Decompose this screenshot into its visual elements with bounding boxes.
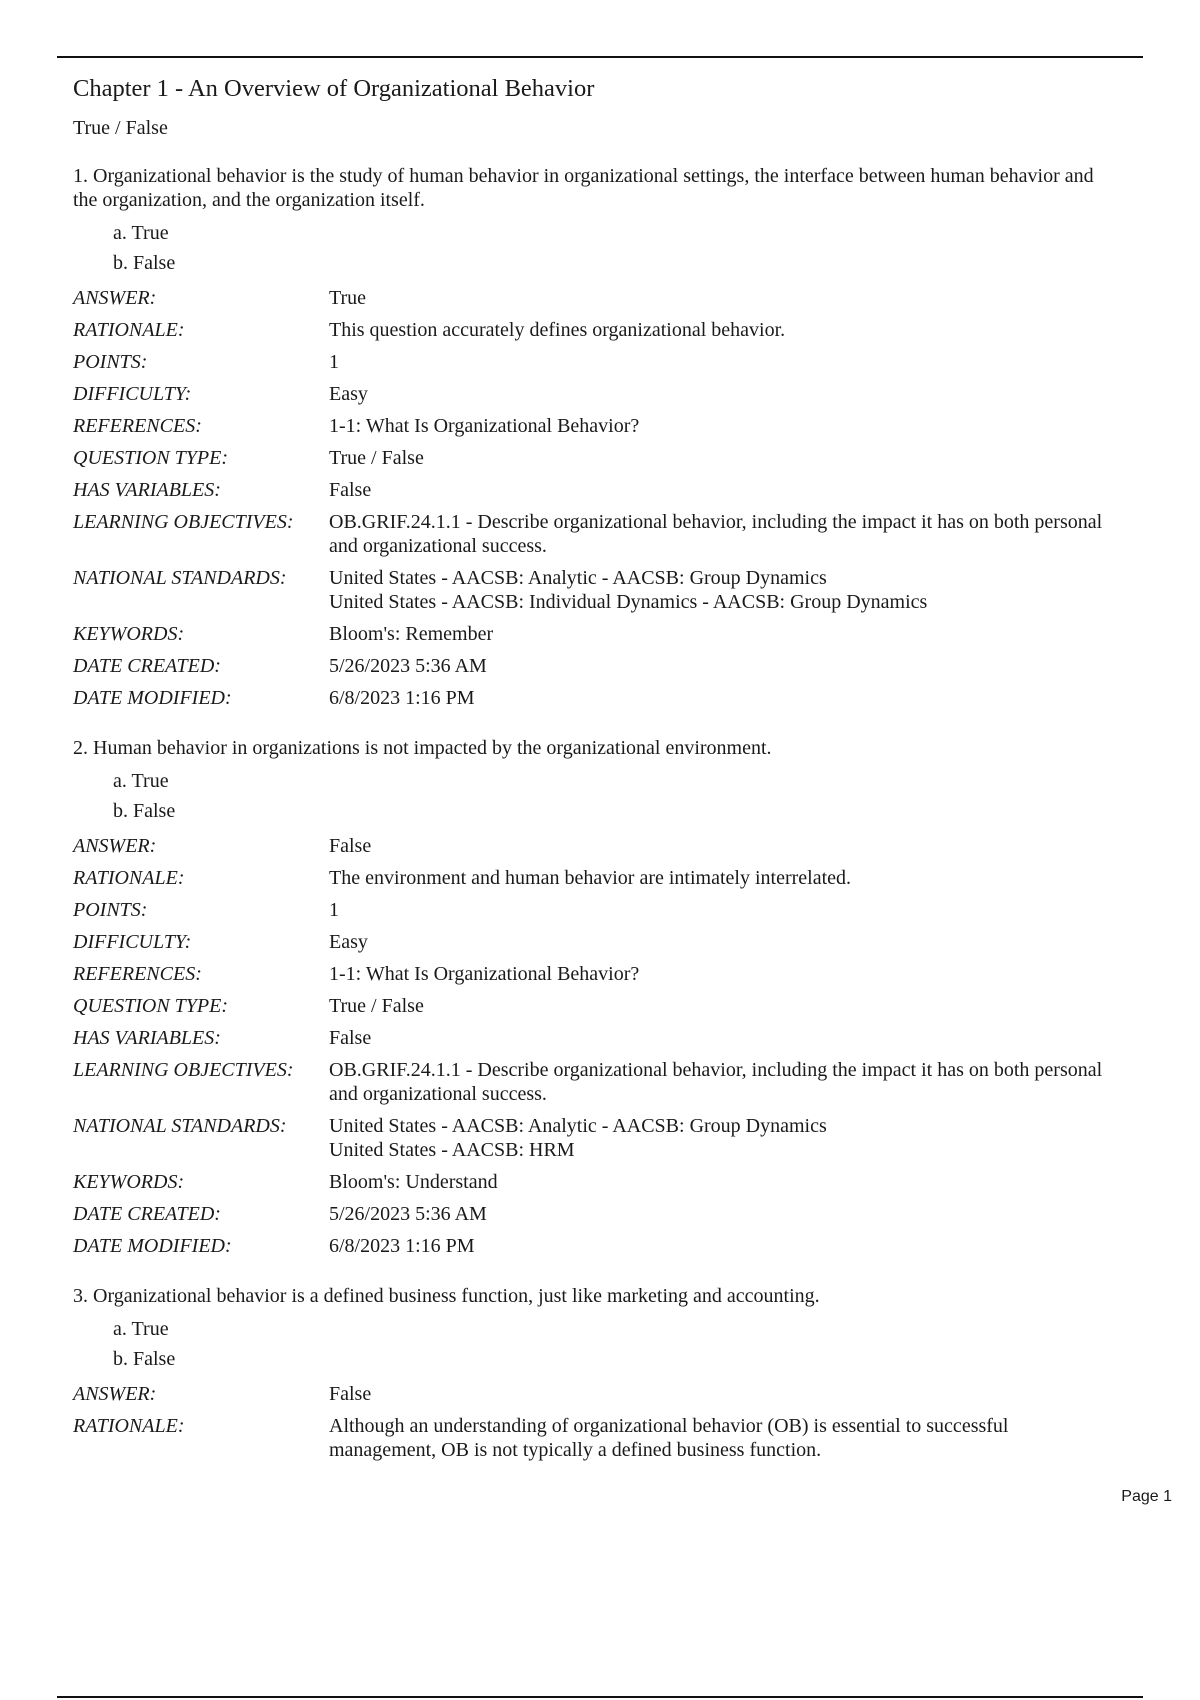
points-value: 1: [329, 899, 339, 921]
references-value: 1-1: What Is Organizational Behavior?: [329, 963, 640, 985]
references-row: [73, 962, 1113, 986]
learning-objectives-row: [73, 1058, 1113, 1106]
rationale-label: RATIONALE:: [73, 1415, 185, 1437]
rationale-value: This question accurately defines organizational behavior.: [329, 319, 786, 341]
date-created-label: DATE CREATED:: [73, 1203, 221, 1225]
keywords-value: Bloom's: Remember: [329, 623, 494, 645]
page-number: Page 1: [1121, 1488, 1172, 1505]
has-variables-label: HAS VARIABLES:: [73, 479, 221, 501]
references-row: [73, 414, 1113, 438]
national-standard-line: United States - AACSB: HRM: [329, 1139, 575, 1161]
has-variables-row: [73, 478, 1113, 502]
chapter-title: Chapter 1 - An Overview of Organizational Behavior: [73, 75, 595, 102]
question-type-row: [73, 446, 1113, 470]
option-true: a. True: [113, 222, 169, 244]
question-text: 3. Organizational behavior is a defined business function, just like marketing and accounting.: [73, 1285, 820, 1307]
national-standard-line: United States - AACSB: Analytic - AACSB: Group Dynamics: [329, 1115, 827, 1137]
points-value: 1: [329, 351, 339, 373]
question-type-value: True / False: [329, 447, 424, 469]
learning-objectives-row: [73, 510, 1113, 558]
date-created-value: 5/26/2023 5:36 AM: [329, 655, 487, 677]
date-modified-label: DATE MODIFIED:: [73, 1235, 232, 1257]
date-modified-row: [73, 1234, 1113, 1258]
option-false: b. False: [113, 800, 176, 822]
question-text: 1. Organizational behavior is the study of human behavior in organizational settings, the interface between human behavior and the organization, and the organization itself.: [73, 165, 1094, 211]
date-created-value: 5/26/2023 5:36 AM: [329, 1203, 487, 1225]
points-label: POINTS:: [73, 351, 148, 373]
national-standard-line: United States - AACSB: Analytic - AACSB: Group Dynamics: [329, 567, 827, 589]
rationale-value: The environment and human behavior are intimately interrelated.: [329, 867, 852, 889]
question-text: 2. Human behavior in organizations is not impacted by the organizational environment.: [73, 737, 772, 759]
document-body: [73, 70, 1113, 1488]
answer-label: ANSWER:: [73, 835, 157, 857]
date-modified-value: 6/8/2023 1:16 PM: [329, 687, 475, 709]
question-type-row: [73, 994, 1113, 1018]
national-standards-label: NATIONAL STANDARDS:: [73, 567, 287, 589]
references-value: 1-1: What Is Organizational Behavior?: [329, 415, 640, 437]
rationale-row: [73, 866, 1113, 890]
keywords-row: [73, 1170, 1113, 1194]
learning-objectives-label: LEARNING OBJECTIVES:: [73, 511, 294, 533]
question-type-value: True / False: [329, 995, 424, 1017]
has-variables-label: HAS VARIABLES:: [73, 1027, 221, 1049]
section-label: True / False: [73, 117, 168, 139]
difficulty-row: [73, 930, 1113, 954]
difficulty-label: DIFFICULTY:: [73, 931, 192, 953]
difficulty-value: Easy: [329, 383, 368, 405]
rationale-row: [73, 1414, 1113, 1462]
learning-objectives-value: OB.GRIF.24.1.1 - Describe organizational behavior, including the impact it has on both personal and organizational success.: [329, 511, 1103, 557]
date-modified-value: 6/8/2023 1:16 PM: [329, 1235, 475, 1257]
references-label: REFERENCES:: [73, 415, 202, 437]
answer-row: [73, 1382, 1113, 1406]
difficulty-row: [73, 382, 1113, 406]
keywords-label: KEYWORDS:: [73, 1171, 185, 1193]
date-created-row: [73, 654, 1113, 678]
references-label: REFERENCES:: [73, 963, 202, 985]
option-false: b. False: [113, 1348, 176, 1370]
question-type-label: QUESTION TYPE:: [73, 447, 229, 469]
keywords-row: [73, 622, 1113, 646]
date-created-label: DATE CREATED:: [73, 655, 221, 677]
answer-row: [73, 834, 1113, 858]
answer-value: False: [329, 1383, 372, 1405]
top-rule: [57, 56, 1143, 58]
has-variables-value: False: [329, 479, 372, 501]
national-standards-row: [73, 566, 1113, 614]
national-standards-label: NATIONAL STANDARDS:: [73, 1115, 287, 1137]
date-created-row: [73, 1202, 1113, 1226]
learning-objectives-label: LEARNING OBJECTIVES:: [73, 1059, 294, 1081]
date-modified-label: DATE MODIFIED:: [73, 687, 232, 709]
rationale-row: [73, 318, 1113, 342]
keywords-label: KEYWORDS:: [73, 623, 185, 645]
answer-label: ANSWER:: [73, 287, 157, 309]
learning-objectives-value: OB.GRIF.24.1.1 - Describe organizational behavior, including the impact it has on both personal and organizational success.: [329, 1059, 1103, 1105]
rationale-label: RATIONALE:: [73, 319, 185, 341]
answer-row: [73, 286, 1113, 310]
points-label: POINTS:: [73, 899, 148, 921]
national-standards-value: [329, 566, 1113, 614]
difficulty-value: Easy: [329, 931, 368, 953]
has-variables-value: False: [329, 1027, 372, 1049]
has-variables-row: [73, 1026, 1113, 1050]
bottom-rule: [57, 1696, 1143, 1698]
answer-label: ANSWER:: [73, 1383, 157, 1405]
option-false: b. False: [113, 252, 176, 274]
rationale-label: RATIONALE:: [73, 867, 185, 889]
question-3: [73, 1284, 1113, 1462]
points-row: [73, 898, 1113, 922]
national-standards-value: [329, 1114, 1113, 1162]
answer-value: False: [329, 835, 372, 857]
rationale-value: Although an understanding of organizational behavior (OB) is essential to successful management, OB is not typically a defined business function.: [329, 1415, 1009, 1461]
option-true: a. True: [113, 770, 169, 792]
national-standards-row: [73, 1114, 1113, 1162]
question-type-label: QUESTION TYPE:: [73, 995, 229, 1017]
national-standard-line: United States - AACSB: Individual Dynamics - AACSB: Group Dynamics: [329, 591, 928, 613]
option-true: a. True: [113, 1318, 169, 1340]
question-2: [73, 736, 1113, 1258]
keywords-value: Bloom's: Understand: [329, 1171, 498, 1193]
points-row: [73, 350, 1113, 374]
question-1: [73, 164, 1113, 710]
date-modified-row: [73, 686, 1113, 710]
difficulty-label: DIFFICULTY:: [73, 383, 192, 405]
answer-value: True: [329, 287, 367, 309]
